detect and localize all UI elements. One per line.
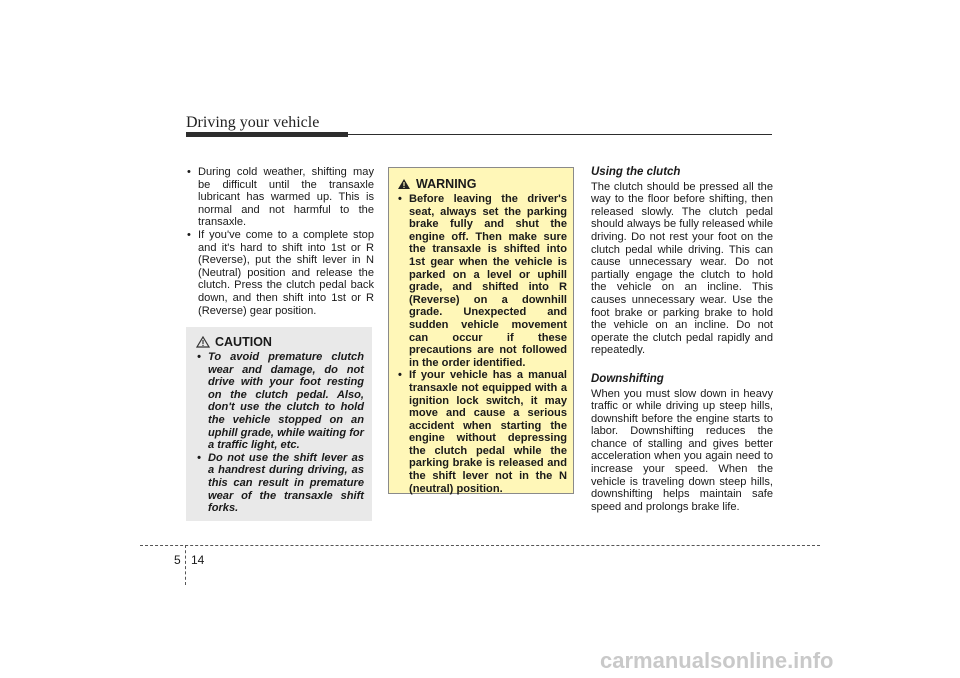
warning-triangle-icon [397, 178, 411, 190]
page-header-title: Driving your vehicle [186, 114, 320, 131]
list-item: • During cold weather, shifting may be difficult until the transaxle lubricant has warmed up. This is normal and not harmful to the transaxle. [186, 166, 374, 229]
caution-box [186, 327, 372, 521]
list-item: • To avoid premature clutch wear and damage, do not drive with your foot resting on the clutch pedal. Also, don't use the clutch to hold the vehicle stopped on an uphill grade, while waiting for a traffic light, etc. [196, 351, 364, 452]
downshift-paragraph: When you must slow down in heavy traffic or while driving up steep hills, downshift before the engine starts to labor. Downshifting reduces the chance of stalling and gives better acceleration when you again need to increase your speed. When the vehicle is traveling down steep hills, downshifting helps maintain safe speed and prolongs brake life. [591, 387, 773, 513]
list-item: • Before leaving the driver's seat, always set the parking brake fully and shut the engine off. Then make sure the transaxle is shifted into 1st gear when the vehicle is parked on a level or uphill grade, and shifted into R (Reverse) on a downhill grade. Unexpected and sudden vehicle movement can occur if these precautions are not followed in the order identified. [397, 193, 567, 369]
right-column [591, 166, 773, 513]
warning-title: WARNING [416, 177, 477, 191]
warning-list [397, 193, 567, 495]
footer-dashed-rule [140, 545, 820, 546]
clutch-paragraph: The clutch should be pressed all the way to the floor before shifting, then released slowly. The clutch pedal should always be fully released while driving. Do not rest your foot on the clutch pedal while driving. This can cause unnecessary wear. Do not partially engage the clutch to hold the vehicle on an incline. This causes unnecessary wear. Use the foot brake or parking brake to hold the vehicle on an incline. Do not operate the clutch pedal rapidly and repeatedly. [591, 180, 773, 357]
header-rule-thin [348, 134, 772, 135]
caution-title: CAUTION [215, 335, 272, 349]
downshift-heading: Downshifting [591, 372, 664, 385]
list-item: • If your vehicle has a manual transaxle not equipped with a ignition lock switch, it may move and cause a serious accident when starting the engine without depressing the clutch pedal while the parking brake is released and the shift lever not in the N (neutral) position. [397, 369, 567, 495]
list-item: • If you've come to a complete stop and it's hard to shift into 1st or R (Reverse), put the shift lever in N (Neutral) position and release the clutch. Press the clutch pedal back down, and then shift into 1st or R (Reverse) gear position. [186, 229, 374, 317]
header-rule-thick [186, 132, 348, 137]
watermark-text: carmanualsonline.info [600, 648, 834, 673]
caution-triangle-icon [196, 336, 210, 348]
caution-list [196, 351, 364, 515]
left-column [186, 166, 374, 317]
caution-header [196, 335, 364, 349]
warning-box [388, 167, 574, 494]
page-number: 14 [191, 553, 205, 567]
left-bullet-list [186, 166, 374, 317]
warning-header [397, 177, 567, 191]
chapter-number: 5 [174, 553, 181, 567]
clutch-heading: Using the clutch [591, 166, 681, 178]
list-item: • Do not use the shift lever as a handrest during driving, as this can result in premature wear of the transaxle shift forks. [196, 452, 364, 515]
footer-vertical-rule [185, 545, 186, 585]
